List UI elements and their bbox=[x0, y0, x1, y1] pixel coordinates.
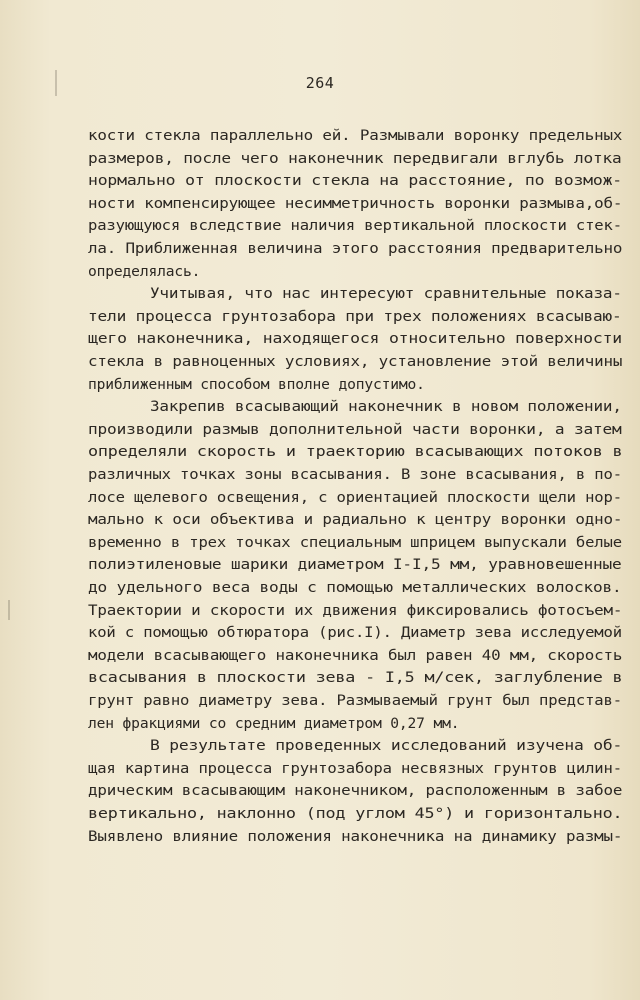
text-line: всасывания в плоскости зева - I,5 м/сек, заглубление в bbox=[88, 669, 623, 687]
text-line: Выявлено влияние положения наконечника на динамику размы- bbox=[88, 827, 623, 845]
text-line: временно в трех точках специальным шприцем выпускали белые bbox=[88, 533, 622, 551]
text-line: Траектории и скорости их движения фиксировались фотосъем- bbox=[88, 601, 623, 619]
text-line: производили размыв дополнительной части воронки, а затем bbox=[88, 420, 622, 438]
text-line: лен фракциями со средним диаметром 0,27 мм. bbox=[88, 714, 460, 732]
text-line: грунт равно диаметру зева. Размываемый грунт был представ- bbox=[88, 692, 622, 709]
text-line: полиэтиленовые шарики диаметром I-I,5 мм, уравновешенные bbox=[88, 556, 622, 574]
text-line: определяли скорость и траекторию всасывающих потоков в bbox=[88, 443, 623, 461]
text-line: щего наконечника, находящегося относительно поверхности bbox=[88, 330, 622, 348]
page-number: 264 bbox=[305, 74, 335, 92]
text-line: приближенным способом вполне допустимо. bbox=[88, 375, 425, 393]
text-line: лосе щелевого освещения, с ориентацией плоскости щели нор- bbox=[88, 488, 622, 506]
text-line: различных точках зоны всасывания. В зоне всасывания, в по- bbox=[88, 466, 622, 483]
text-line: В результате проведенных исследований изучена об- bbox=[150, 737, 623, 755]
text-line: разующуюся вследствие наличия вертикальной плоскости стек- bbox=[88, 217, 622, 235]
text-line: кости стекла параллельно ей. Размывали воронку предельных bbox=[88, 127, 623, 144]
text-line: размеров, после чего наконечник передвигали вглубь лотка bbox=[88, 149, 622, 167]
text-line: ности компенсирующее несимметричность воронки размыва,об- bbox=[88, 194, 623, 212]
text-line: модели всасывающего наконечника был равен 40 мм, скорость bbox=[88, 646, 623, 664]
text-line: вертикально, наклонно (под углом 45°) и горизонтально. bbox=[88, 805, 623, 822]
text-line: нормально от плоскости стекла на расстояние, по возмож- bbox=[88, 172, 622, 190]
text-line: мально к оси объектива и радиально к центру воронки одно- bbox=[88, 511, 623, 529]
text-line: ла. Приближенная величина этого расстояния предварительно bbox=[88, 240, 623, 257]
text-line: щая картина процесса грунтозабора несвязных грунтов цилин- bbox=[88, 759, 622, 777]
margin-mark bbox=[8, 600, 10, 620]
text-line: дрическим всасывающим наконечником, расположенным в забое bbox=[88, 782, 623, 800]
text-line: тели процесса грунтозабора при трех положениях всасываю- bbox=[88, 307, 622, 325]
text-line: Закрепив всасывающий наконечник в новом положении, bbox=[150, 398, 622, 416]
text-line: определялась. bbox=[88, 262, 201, 280]
text-line: кой с помощью обтюратора (рис.I). Диаметр зева исследуемой bbox=[88, 624, 622, 642]
text-line: Учитывая, что нас интересуют сравнительные показа- bbox=[150, 285, 622, 303]
text-line: стекла в равноценных условиях, установление этой величины bbox=[88, 353, 623, 370]
text-line: до удельного веса воды с помощью металлических волосков. bbox=[88, 579, 622, 596]
